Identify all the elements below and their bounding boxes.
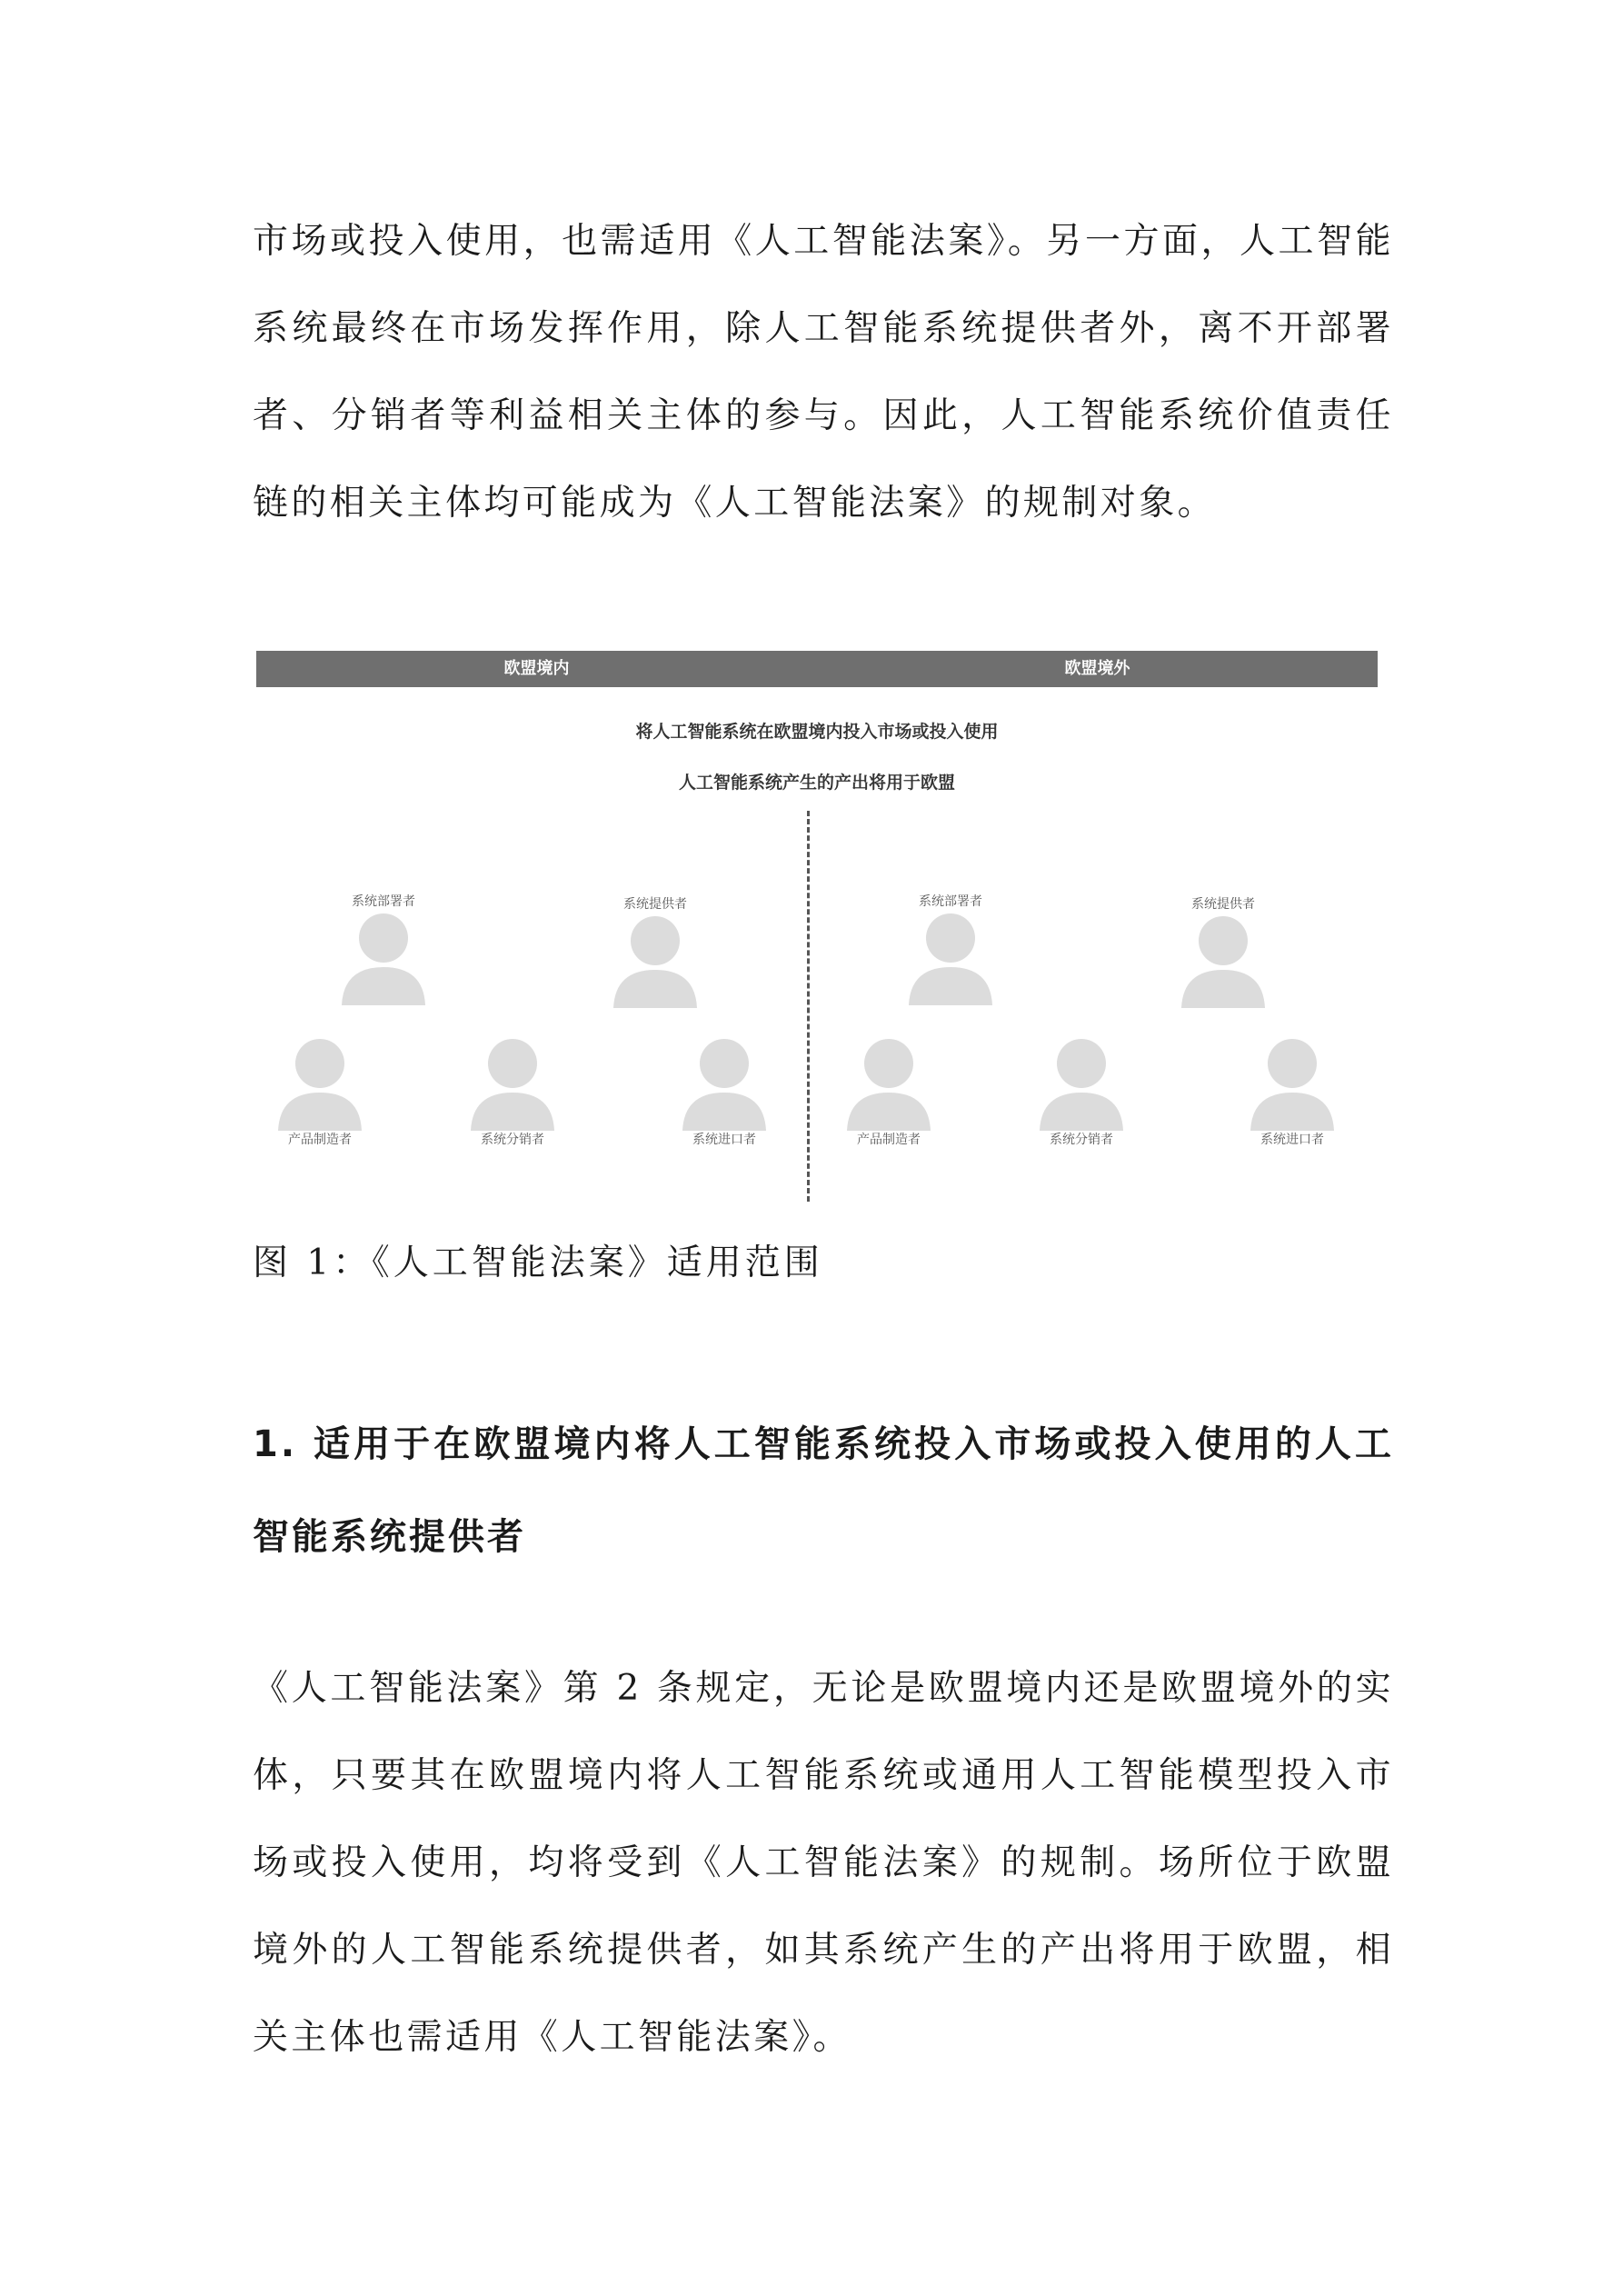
person-icon xyxy=(340,911,427,1005)
actor-distributor-inside xyxy=(458,1036,567,1149)
condition-output-used-in-eu: 人工智能系统产生的产出将用于欧盟 xyxy=(678,773,955,793)
region-divider xyxy=(807,811,810,1202)
actor-deployer-outside xyxy=(896,893,1005,1005)
actor-deployer-inside xyxy=(329,893,438,1005)
actor-manufacturer-outside xyxy=(834,1036,943,1149)
actor-label: 系统进口者 xyxy=(692,1133,756,1147)
person-icon xyxy=(1180,913,1267,1008)
actor-label: 产品制造者 xyxy=(288,1133,352,1147)
actor-label: 系统分销者 xyxy=(481,1133,544,1147)
region-banner xyxy=(256,651,1378,687)
condition-place-on-market: 将人工智能系统在欧盟境内投入市场或投入使用 xyxy=(635,722,999,742)
actor-manufacturer-inside xyxy=(265,1036,374,1149)
region-label-inside-eu: 欧盟境内 xyxy=(503,659,570,678)
actor-importer-inside xyxy=(670,1036,779,1149)
actor-provider-outside xyxy=(1169,895,1278,1008)
person-icon xyxy=(276,1036,363,1131)
paragraph-intro: 市场或投入使用，也需适用《人工智能法案》。另一方面，人工智能系统最终在市场发挥作用，除人工智能系统提供者外，离不开部署者、分销者等利益相关主体的参与。因此，人工智能系统价值责任链的相关主体均可能成为《人工智能法案》的规制对象。 xyxy=(253,221,1394,524)
scope-diagram xyxy=(256,645,1378,1218)
section-heading: 1. 适用于在欧盟境内将人工智能系统投入市场或投入使用的人工智能系统提供者 xyxy=(253,1423,1394,1558)
actor-label: 系统提供者 xyxy=(623,897,687,912)
person-icon xyxy=(1038,1036,1125,1131)
actor-importer-outside xyxy=(1238,1036,1347,1149)
actor-label: 系统分销者 xyxy=(1050,1133,1113,1147)
actor-distributor-outside xyxy=(1027,1036,1136,1149)
person-icon xyxy=(469,1036,556,1131)
actor-provider-inside xyxy=(601,895,710,1008)
person-icon xyxy=(907,911,994,1005)
actor-label: 系统部署者 xyxy=(919,894,982,909)
actor-label: 系统部署者 xyxy=(352,894,415,909)
actor-label: 产品制造者 xyxy=(857,1133,921,1147)
actor-label: 系统提供者 xyxy=(1191,897,1255,912)
actor-label: 系统进口者 xyxy=(1260,1133,1324,1147)
figure-caption: 图 1：《人工智能法案》适用范围 xyxy=(253,1243,823,1283)
person-icon xyxy=(1249,1036,1336,1131)
person-icon xyxy=(612,913,699,1008)
paragraph-article-2: 《人工智能法案》第 2 条规定，无论是欧盟境内还是欧盟境外的实体，只要其在欧盟境内将人工智能系统或通用人工智能模型投入市场或投入使用，均将受到《人工智能法案》的规制。场所位于欧盟境外的人工智能系统提供者，如其系统产生的产出将用于欧盟，相关主体也需适用《人工智能法案》。 xyxy=(253,1668,1394,2058)
region-label-outside-eu: 欧盟境外 xyxy=(1064,659,1130,678)
person-icon xyxy=(845,1036,932,1131)
person-icon xyxy=(681,1036,768,1131)
